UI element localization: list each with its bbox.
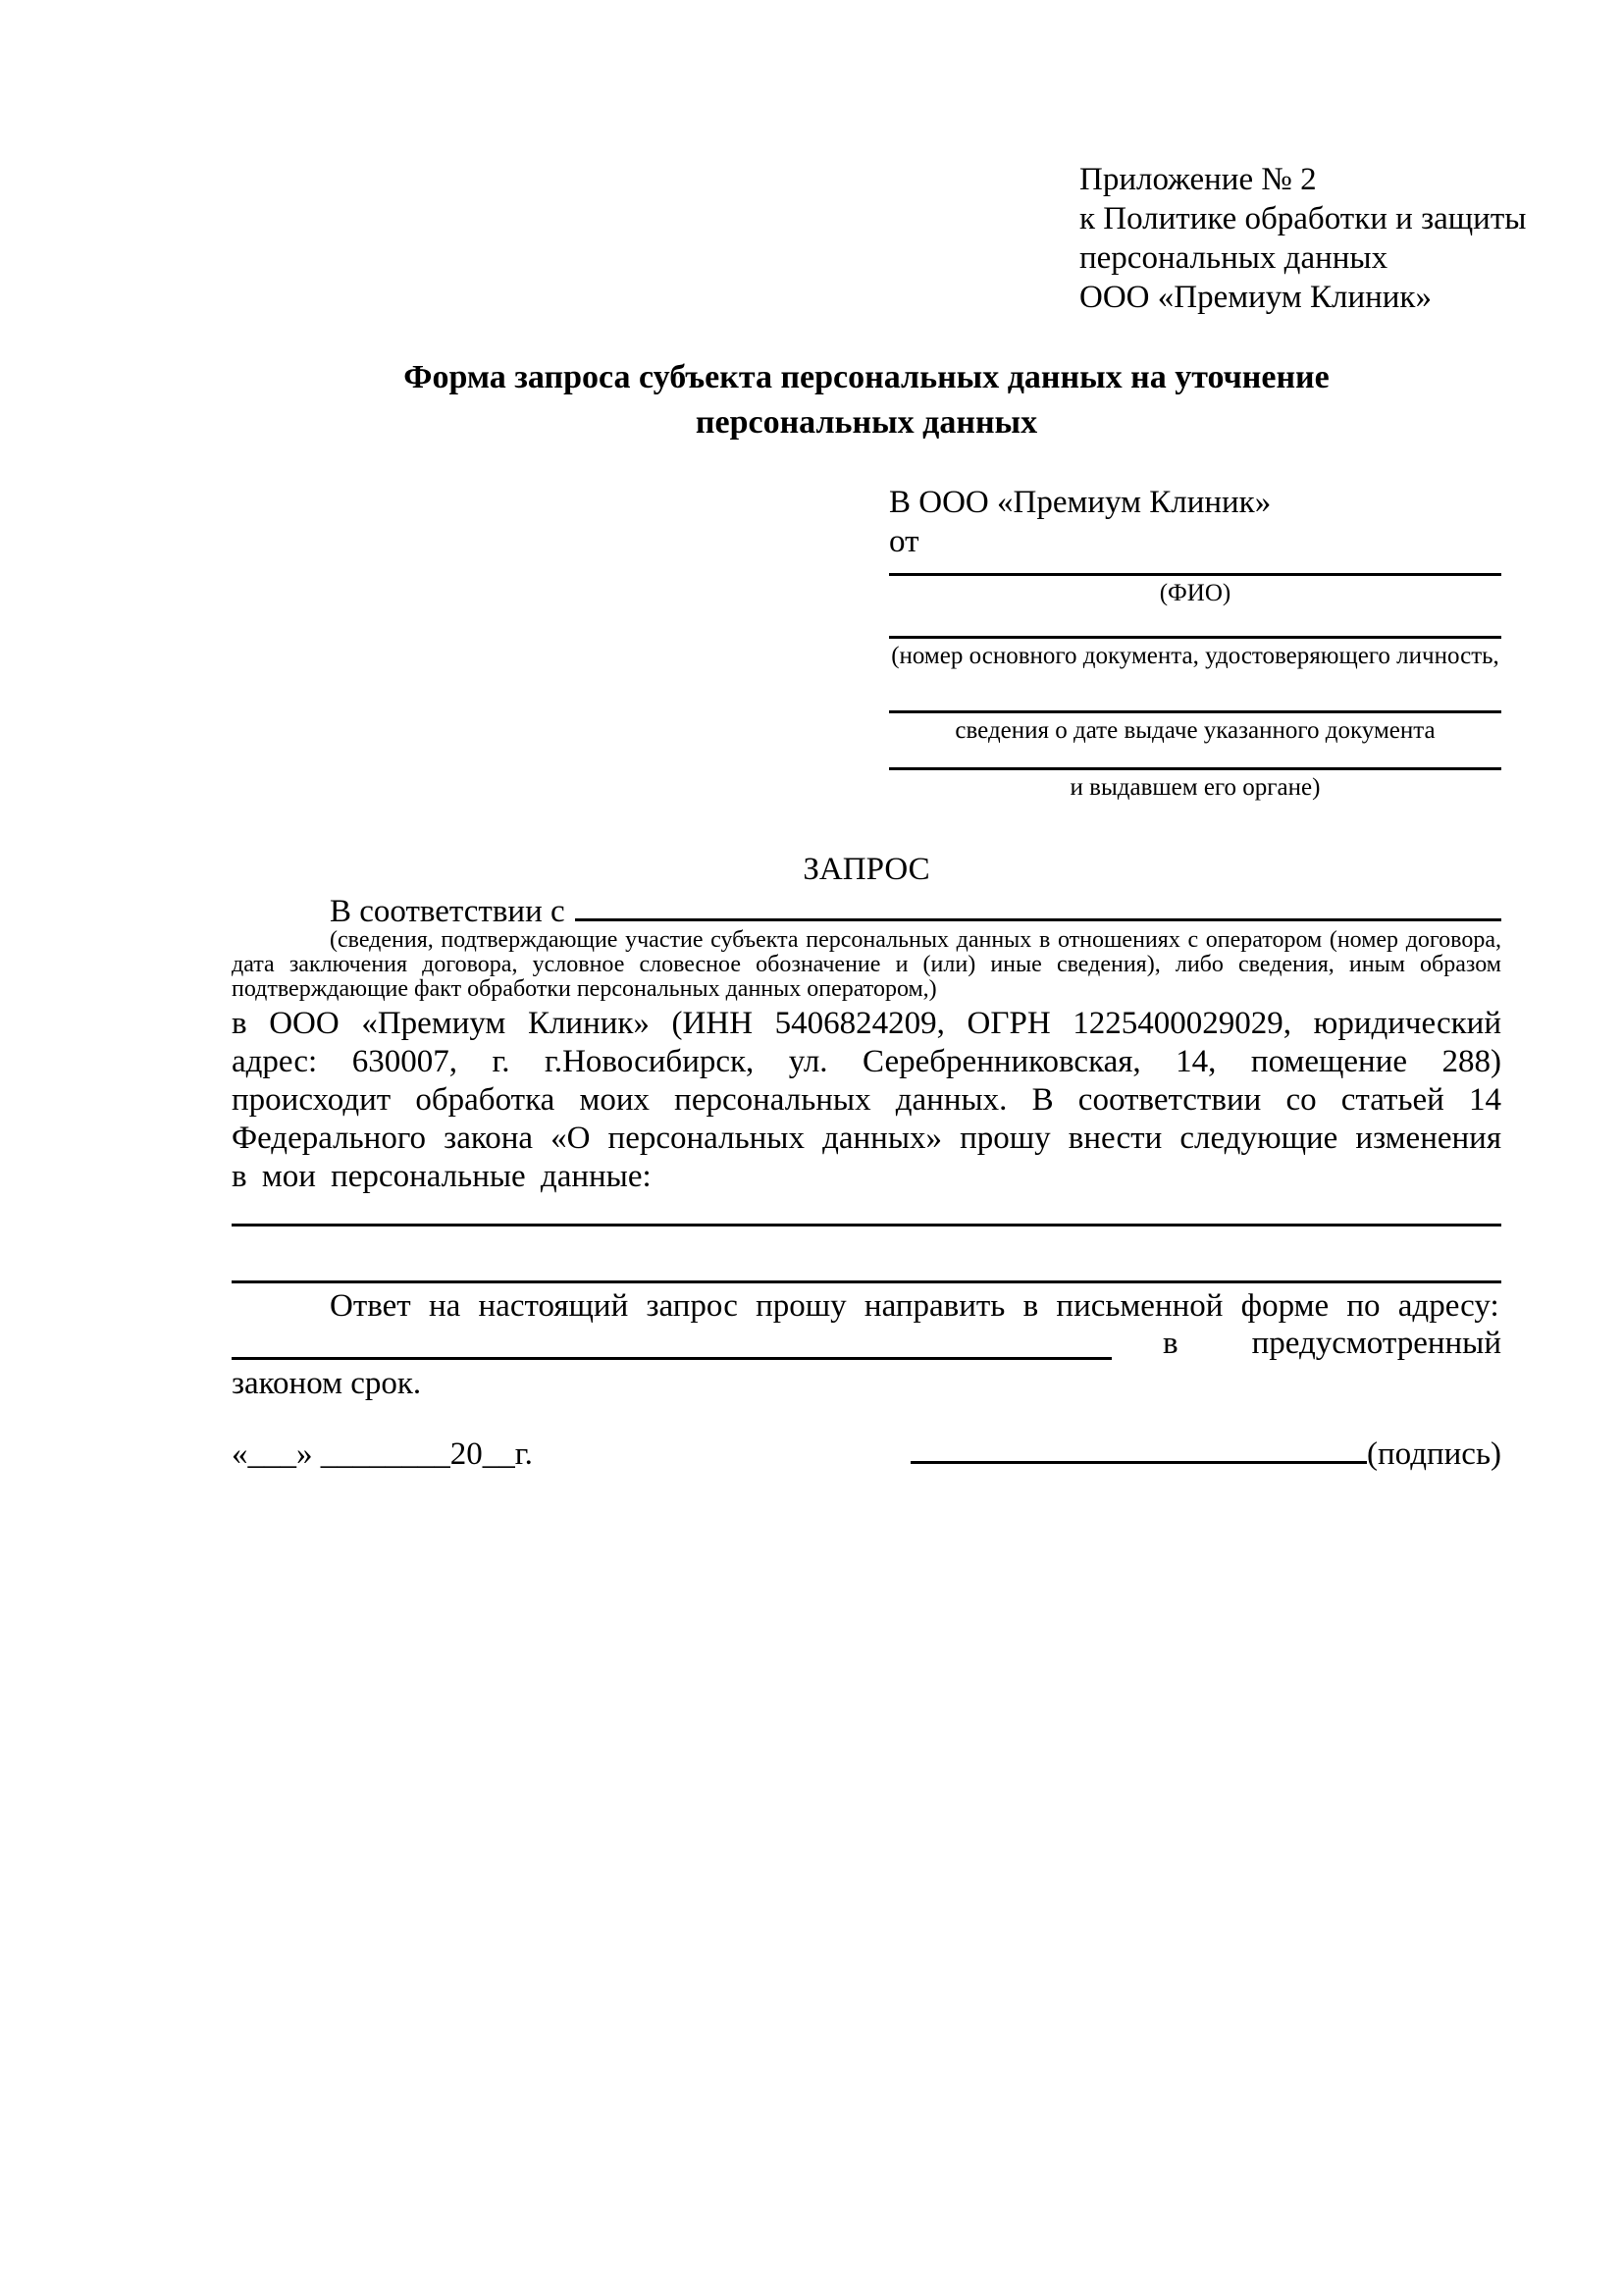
appendix-header-line: к Политике обработки и защиты <box>1079 201 1527 236</box>
document-title-line: Форма запроса субъекта персональных данных на уточнение <box>403 359 1330 395</box>
signature-group <box>911 1435 1501 1474</box>
basis-line <box>232 889 1501 931</box>
reply-paragraph-line-1: Ответ на настоящий запрос прошу направить в письменной форме по адресу: <box>330 1288 1499 1324</box>
basis-blank-line <box>575 889 1501 921</box>
body-paragraph: в ООО «Премиум Клиник» (ИНН 5406824209, ОГРН 1225400029029, юридический адрес: 630007, г. г.Новосибирск, ул. Серебренниковская, 14, помещение 288) происходит обработка моих персональных данных. В соответствии со статьей 14 Федерального закона «О персональных данных» прошу внести следующие изменения в мои персональные данные: <box>232 1006 1501 1194</box>
date-signature-row <box>232 1435 1501 1474</box>
fio-caption: (ФИО) <box>1159 580 1231 606</box>
document-number-caption: (номер основного документа, удостоверяющего личность, <box>891 643 1499 669</box>
signature-caption: (подпись) <box>1367 1436 1501 1472</box>
reply-word-predusmotrennyi: предусмотренный <box>1251 1326 1501 1361</box>
addressee-from: от <box>889 524 919 559</box>
fio-blank-line <box>889 573 1501 576</box>
reply-paragraph-line-2 <box>232 1327 1501 1360</box>
issuing-authority-caption: и выдавшем его органе) <box>1070 774 1321 801</box>
appendix-header-line: персональных данных <box>1079 240 1388 276</box>
fineprint-note: (сведения, подтверждающие участие субъекта персональных данных в отношениях с оператором (номер договора, дата заключения договора, условное словесное обозначение и (или) иные сведения), либо сведения, иным образом подтверждающие факт обработки персональных данных оператором,) <box>232 927 1501 1002</box>
document-title-line: персональных данных <box>695 404 1038 441</box>
date-blank-text: «___» ________20__г. <box>232 1436 533 1472</box>
issue-date-blank-line <box>889 710 1501 713</box>
appendix-header <box>1079 160 1526 317</box>
addressee-block <box>889 483 1501 821</box>
signature-blank-line <box>911 1435 1367 1464</box>
issue-date-caption: сведения о дате выдаче указанного документа <box>955 717 1436 744</box>
appendix-header-line: Приложение № 2 <box>1079 162 1317 197</box>
addressee-to: В ООО «Премиум Клиник» <box>889 485 1272 520</box>
document-number-blank-line <box>889 636 1501 639</box>
reply-paragraph-line-3: законом срок. <box>232 1366 422 1401</box>
changes-blank-line-1 <box>232 1224 1501 1226</box>
changes-blank-line-2 <box>232 1280 1501 1283</box>
basis-lead-text: В соответствии с <box>330 894 565 929</box>
request-heading: ЗАПРОС <box>803 852 930 887</box>
issuing-authority-blank-line <box>889 767 1501 770</box>
address-blank-line <box>232 1330 1112 1360</box>
reply-line-2-tail <box>1163 1327 1501 1360</box>
reply-word-v: в <box>1163 1326 1178 1361</box>
document-title <box>232 355 1501 445</box>
appendix-header-line: ООО «Премиум Клиник» <box>1079 280 1432 315</box>
